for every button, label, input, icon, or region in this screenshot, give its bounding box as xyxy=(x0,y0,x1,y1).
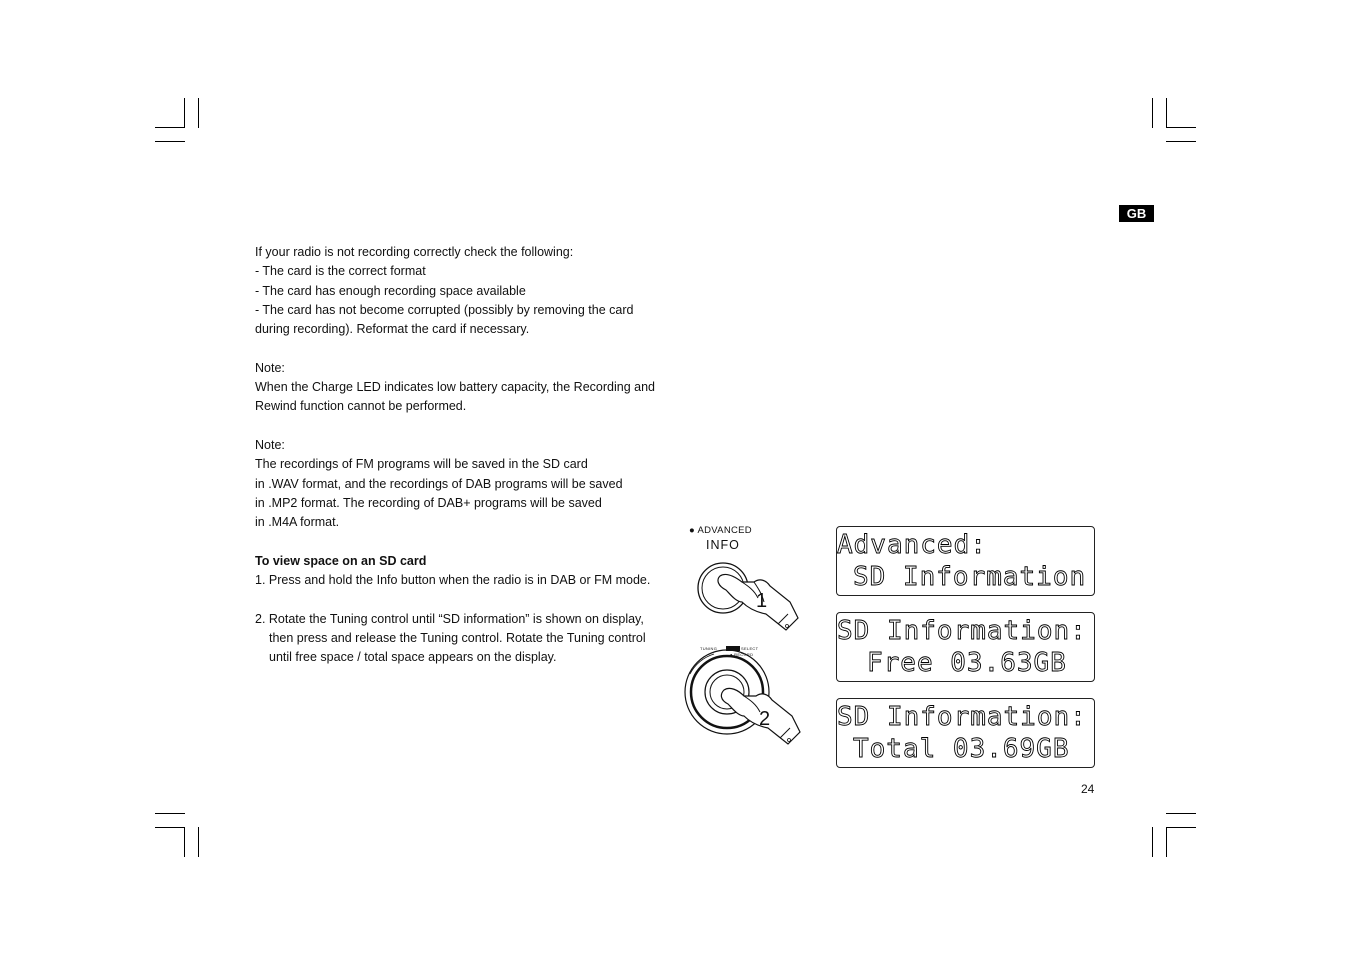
check-item: during recording). Reformat the card if necessary. xyxy=(255,322,530,337)
page-number: 24 xyxy=(1081,782,1095,796)
step-2-text: until free space / total space appears on the display. xyxy=(269,650,557,665)
advanced-label: ● ADVANCED xyxy=(689,525,752,536)
note-line: in .WAV format, and the recordings of DAB programs will be saved xyxy=(255,476,623,491)
region-badge: GB xyxy=(1119,205,1154,222)
select-label: SELECT xyxy=(741,646,759,651)
lcd-display-total xyxy=(836,698,1095,768)
step-2-number: 2 xyxy=(759,708,771,730)
lcd-line-2: Free 03.63GB xyxy=(867,648,1067,678)
section-heading: To view space on an SD card xyxy=(255,553,427,568)
tuning-control-illustration xyxy=(684,644,814,754)
lcd-line-1: SD Information: xyxy=(837,702,1087,732)
tuning-label: TUNING xyxy=(700,646,718,651)
intro-lead: If your radio is not recording correctly check the following: xyxy=(255,245,574,259)
note-line: The recordings of FM programs will be saved in the SD card xyxy=(255,457,588,472)
note-line: Rewind function cannot be performed. xyxy=(255,399,467,414)
lcd-line-2: Total 03.69GB xyxy=(853,734,1070,764)
check-item: - The card is the correct format xyxy=(255,264,426,279)
check-item: - The card has enough recording space available xyxy=(255,283,526,298)
step-1-text: 1. Press and hold the Info button when the radio is in DAB or FM mode. xyxy=(255,573,651,588)
note-line: When the Charge LED indicates low battery capacity, the Recording and xyxy=(255,380,655,395)
lcd-display-free xyxy=(836,612,1095,682)
info-label: INFO xyxy=(706,538,740,552)
note-line: in .MP2 format. The recording of DAB+ programs will be saved xyxy=(255,495,602,510)
note-label: Note: xyxy=(255,360,285,375)
info-button-hand-illustration xyxy=(690,558,810,638)
manual-text xyxy=(255,243,675,668)
check-item: - The card has not become corrupted (possibly by removing the card xyxy=(255,302,634,317)
step-2-text: 2. Rotate the Tuning control until “SD information” is shown on display, xyxy=(255,611,644,626)
note-line: in .M4A format. xyxy=(255,515,340,530)
lcd-line-1: Advanced: xyxy=(837,530,987,560)
lcd-line-2: SD Information xyxy=(853,562,1087,592)
step-1-number: 1 xyxy=(756,590,768,612)
record-label: ● RECORD xyxy=(730,652,754,657)
lcd-line-1: SD Information: xyxy=(837,616,1087,646)
note-label: Note: xyxy=(255,437,285,452)
lcd-display-advanced xyxy=(836,526,1095,596)
step-2-text: then press and release the Tuning control. Rotate the Tuning control xyxy=(269,630,646,645)
